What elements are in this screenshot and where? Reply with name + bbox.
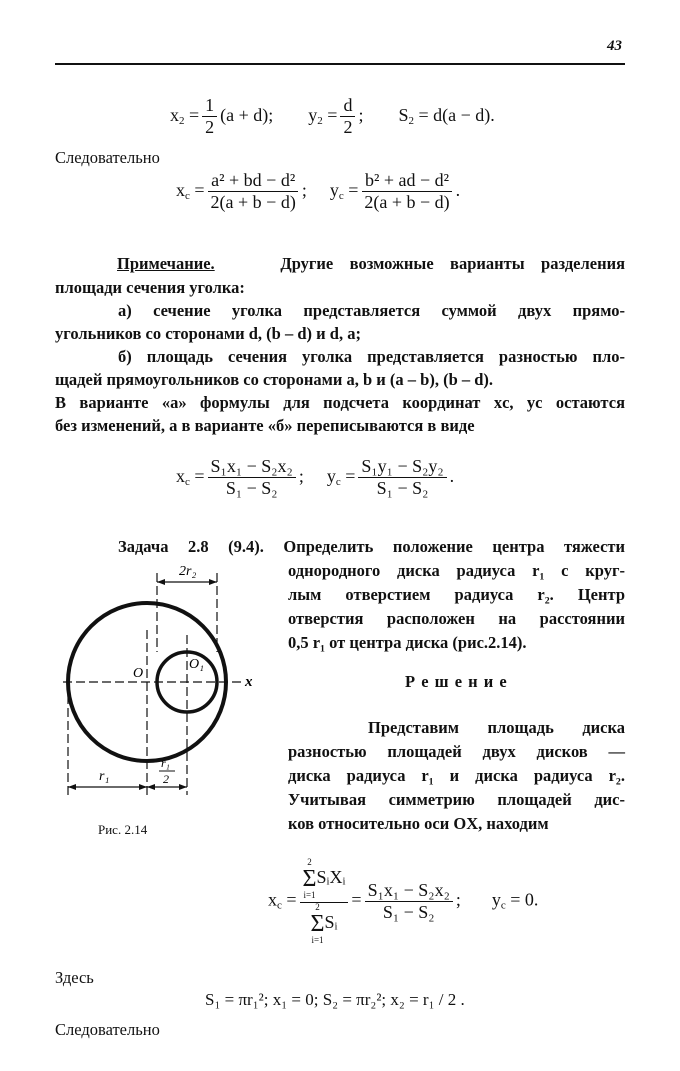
note-line-1-text: Другие возможные варианты разделения — [280, 254, 626, 273]
y2-fraction-num: d — [340, 95, 355, 117]
note-variant-line-1 — [55, 391, 625, 415]
sum-sigma-top: 2 Σ i=1 — [302, 857, 317, 900]
equation-x2-y2-s2: $x_2$ = $\frac{1}{2}$ (a + d); $y_2$ = $\frac{d}{2}$ ; $S_2 = d(a - d)$. — [170, 95, 495, 137]
eq4-sum-numerator — [300, 858, 349, 903]
x2-fraction — [202, 95, 217, 138]
xc-denominator: 2(a + b − d) — [210, 191, 296, 212]
x2-symbol: x — [170, 104, 179, 125]
label-r1-half-den: 2 — [163, 772, 169, 786]
note-line-1 — [55, 252, 625, 276]
sum-den-term: Sᵢ — [324, 912, 338, 933]
eq4-sum-fraction — [300, 858, 349, 945]
task-line-5: 0,5 r₁ от центра диска (рис.2.14). — [288, 633, 527, 652]
sum2-bottom-limit: i=1 — [311, 935, 324, 945]
dim-2r2-arrow-right — [209, 579, 217, 585]
yc-symbol: y — [329, 179, 339, 200]
eq3-yc-denominator: S₁ − S₂ — [376, 477, 429, 498]
eq3-yc-fraction — [358, 456, 446, 499]
equation-s1-s2-values: S₁ = πr₁²; x₁ = 0; S₂ = πr₂²; x₂ = r₁ / 2 . — [205, 990, 465, 1009]
eq4-mid-numerator: S₁x₁ − S₂x₂ — [365, 880, 453, 902]
sum-num-term: SᵢXᵢ — [316, 867, 346, 888]
page-number: 43 — [607, 38, 622, 54]
x2-fraction-num: 1 — [202, 95, 217, 117]
note-b-line-2: щадей прямоугольников со сторонами a, b и (a – b), (b – d). — [55, 370, 494, 389]
y2-symbol: y — [308, 104, 318, 125]
note-line-2: площади сечения уголка: — [55, 278, 245, 297]
eq4-yc-rest: = 0. — [505, 889, 539, 910]
s2-subscript: 2 — [408, 114, 414, 127]
yc-fraction — [361, 170, 452, 213]
eq4-mid-denominator: S₁ − S₂ — [382, 901, 435, 922]
label-2r2: 2r₂ — [179, 564, 197, 579]
eq4-yc-symbol: y — [491, 889, 501, 910]
note-a-line-1: а) сечение уголка представляется суммой двух прямо- — [118, 301, 625, 320]
eq3-xc-subscript: c — [185, 475, 190, 488]
task-line-2: однородного диска радиуса r₁ с круг- — [288, 561, 625, 580]
label-o1: O₁ — [189, 657, 204, 672]
text-sledovatelno-1: Следовательно — [55, 148, 160, 167]
eq4-xc-symbol: x — [268, 889, 277, 910]
label-r1-half-num: r₁ — [161, 756, 170, 770]
yc-subscript: c — [338, 189, 344, 202]
note-variant-line-2: без изменений, а в варианте «б» переписываются в виде — [55, 416, 475, 435]
eq3-xc-symbol: x — [176, 465, 185, 486]
task-line-3: лым отверстием радиуса r₂. Центр — [288, 585, 625, 604]
x2-rest: (a + d); — [220, 104, 274, 125]
dim-r1-arrow-left — [68, 784, 76, 790]
label-o: O — [133, 666, 144, 681]
equation-xc-yc-angle: $x_c$ = $\frac{\text{a² + bd − d²}}{2(a + b - d)}$ ; $y_c$ = $\frac{\text{b² + ad − d²}}{2(a + b - d)}$ . — [176, 170, 461, 212]
eq3-xc-denominator: S₁ − S₂ — [225, 477, 278, 498]
y2-fraction — [340, 95, 355, 138]
eq4-mid-fraction — [365, 880, 453, 923]
note-title: Примечание. — [117, 254, 215, 273]
variant-text: В варианте «а» формулы для подсчета координат x — [55, 393, 503, 412]
eq3-xc-numerator: S₁x₁ − S₂x₂ — [208, 456, 296, 478]
header-rule — [55, 63, 625, 65]
note-b-line-1: б) площадь сечения уголка представляется разностью пло- — [118, 347, 625, 366]
figure-2-14 — [55, 555, 285, 820]
eq3-xc-fraction — [208, 456, 296, 499]
xc-subscript: c — [185, 189, 190, 202]
yc-numerator: b² + ad − d² — [362, 170, 452, 192]
x2-fraction-den: 2 — [205, 116, 215, 137]
sum-top-limit: 2 — [307, 857, 312, 867]
y2-rest: ; — [358, 104, 364, 125]
y2-subscript: 2 — [317, 114, 323, 127]
task-line-4: отверстия расположен на расстоянии — [288, 609, 625, 628]
solution-line-3: диска радиуса r₁ и диска радиуса r₂. — [288, 766, 625, 785]
eq4-sum-denominator — [308, 903, 341, 945]
xc-symbol: x — [176, 179, 185, 200]
text-zdes: Здесь — [55, 968, 94, 987]
s2-symbol: S — [398, 104, 409, 125]
equation-xc-sum: $x_c$ = 2 Σ i=1 SᵢXᵢ 2 Σ i=1 Sᵢ = $\frac{\text{S₁x₁ − S₂x₂}}{\text{S₁ − S₂}}$ ; $y_c = 0$. — [268, 857, 539, 945]
figure-caption: Рис. 2.14 — [98, 822, 148, 837]
dim-r1-half-arrow-right — [179, 784, 187, 790]
variant-tail: c, yc остаются — [502, 393, 625, 412]
sum2-top-limit: 2 — [315, 902, 320, 912]
solution-title: Р е ш е н и е — [405, 672, 508, 691]
yc-denominator: 2(a + b − d) — [364, 191, 450, 212]
eq3-yc-numerator: S₁y₁ − S₂y₂ — [358, 456, 446, 478]
text-sledovatelno-2: Следовательно — [55, 1020, 160, 1039]
task-line-1-text: Определить положение центра тяжести — [283, 537, 625, 556]
task-label: Задача 2.8 (9.4). — [118, 537, 264, 556]
solution-line-4: Учитывая симметрию площадей дис- — [288, 790, 625, 809]
sum-bottom-limit: i=1 — [303, 890, 316, 900]
dim-r1-half-arrow-left — [147, 784, 155, 790]
solution-line-1: Представим площадь диска — [368, 718, 625, 737]
dim-2r2-arrow-left — [157, 579, 165, 585]
xc-numerator: a² + bd − d² — [208, 170, 298, 192]
solution-line-2: разностью площадей двух дисков — — [288, 742, 625, 761]
xc-fraction — [208, 170, 299, 213]
note-a-line-2: угольников со сторонами d, (b – d) и d, a; — [55, 324, 361, 343]
solution-line-5: ков относительно оси OX, находим — [288, 814, 549, 833]
sum-sigma-bottom: 2 Σ i=1 — [310, 902, 325, 945]
label-x-axis: x — [245, 674, 253, 690]
label-r1: r₁ — [99, 769, 110, 784]
x2-subscript: 2 — [179, 114, 185, 127]
eq3-yc-subscript: c — [335, 475, 341, 488]
s2-rest: = d(a − d). — [413, 104, 495, 125]
eq3-yc-symbol: y — [326, 465, 336, 486]
y2-fraction-den: 2 — [343, 116, 353, 137]
eq4-yc-subscript: c — [500, 899, 506, 912]
equation-xc-yc-difference: $x_c$ = $\frac{\text{S₁x₁ − S₂x₂}}{\text{S₁ − S₂}}$ ; $y_c$ = $\frac{\text{S₁y₁ − S₂y₂}}{\text{S₁ − S₂}}$ . — [176, 456, 455, 498]
eq4-xc-subscript: c — [277, 899, 282, 912]
dim-r1-arrow-right — [139, 784, 147, 790]
